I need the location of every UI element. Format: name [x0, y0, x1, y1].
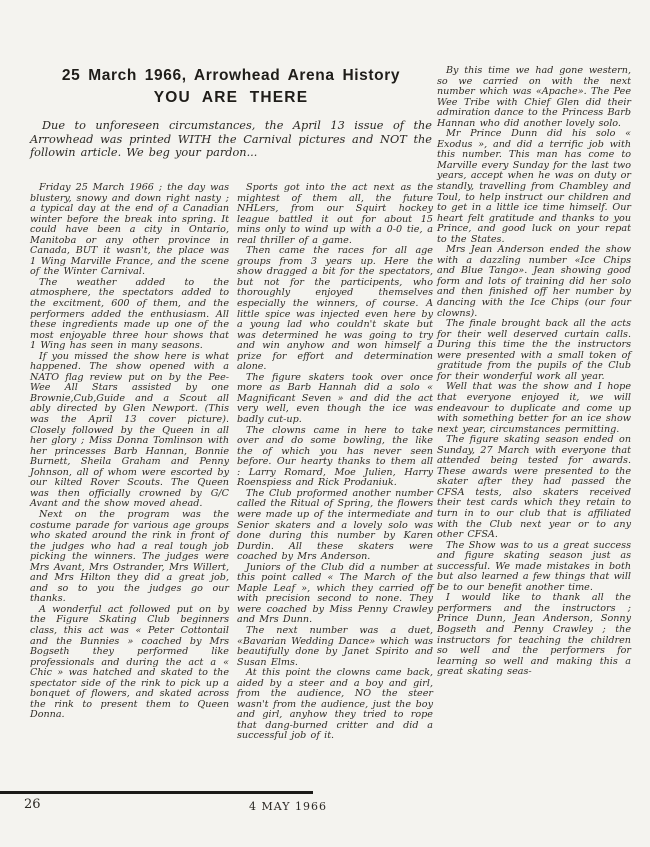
masthead	[30, 66, 432, 108]
article-paragraph: Sports got into the act next as the mightest of them all, the future NHLers, from our Squirt hockey league battled it out for about 15 mins only to wind up with a 0-0 tie, a real thriller of a game.	[237, 182, 433, 246]
article-paragraph: I would like to thank all the performers and the instructors ; Prince Dunn, Jean Anderson, Sonny Bogseth and Penny Crawley ; the instructors for teaching the children so well and the performers for learning so well and making this a great skating seas-	[437, 592, 631, 678]
article-paragraph: A wonderful act followed put on by the Figure Skating Club beginners class, this act was « Peter Cottontail and the Bunnies » coached by Mrs Bogseth they performed like professionals and during the act a « Chic » was hatched and skated to the spectator side of the rink to pick up a bonquet of flowers, and skated across the rink to present them to Queen Donna.	[30, 603, 229, 721]
editor-note: Due to unforeseen circumstances, the April 13 issue of the Arrowhead was printed WITH the Carnival pictures and NOT the followin article. We beg your pardon...	[30, 119, 432, 160]
article-paragraph: The figure skating season ended on Sunday, 27 March with everyone that attended being tested for awards. These awards were presented to the skater after they had passed the CFSA tests, also skaters received their test cards which they retain to turn in to our club that is affiliated with the Club next year or to any other CFSA.	[437, 434, 631, 541]
article-paragraph: Next on the program was the costume parade for various age groups who skated around the rink in front of the judges who had a real tough job picking the winners. The judges were Mrs Avant, Mrs Ostrander, Mrs Willert, and Mrs Hilton they did a great job, and so to you the judges go our thanks.	[30, 508, 229, 605]
article-column-3	[437, 66, 631, 678]
article-paragraph: Well that was the show and I hope that everyone enjoyed it, we will endeavour to duplicate and come up with something better for an ice show next year, circumstances permitting.	[437, 381, 631, 435]
article-paragraph: Then came the races for all age groups from 3 years up. Here the show dragged a bit for the spectators, but not for the participents, who thoroughly enjoyed themselves especially the winners, of course. A little spice was injected even here by a young lad who couldn't skate but was determined he was going to try and win anyhow and won himself a prize for effort and determination alone.	[237, 245, 433, 373]
article-paragraph: The clowns came in here to take over and do some bowling, the like the of which you has never seen before. Our hearty thanks to them all : Larry Romard, Moe Julien, Harry Roenspiess and Rick Prodaniuk.	[237, 424, 433, 489]
article-paragraph: Mr Prince Dunn did his solo « Exodus », and did a terrific job with this number. This man has come to Marville every Sunday for the last two years, accept when he was on duty or standly, travelling from Chambley and Toul, to help instruct our children and to get in a little ice time himself. Our heart felt gratitude and thanks to you Prince, and good luck on your repat to the States.	[437, 128, 631, 245]
issue-date: 4 MAY 1966	[249, 800, 328, 813]
article-paragraph: If you missed the show here is what happened. The show opened with a NATO flag review put on by the Pee-Wee All Stars assisted by one Brownie,Cub,Guide and a Scout all ably directed by Glen Newport. (This was the April 13 cover picture). Closely followed by the Queen in all her glory ; Miss Donna Tomlinson with her princesses Barb Hannan, Bonnie Burnett, Sheila Graham and Penny Johnson, all of whom were escorted by our kilted Rover Scouts. The Queen was then officially crowned by G/C Avant and the show moved ahead.	[30, 350, 229, 510]
article-paragraph: By this time we had gone western, so we carried on with the next number which was «Apache». The Pee Wee Tribe with Chief Glen did their admiration dance to the Princess Barb Hannan who did another lovely solo.	[437, 65, 631, 129]
article-paragraph: The figure skaters took over once more as Barb Hannah did a solo « Magnificant Seven » and did the act very well, even though the ice was badly cut-up.	[237, 371, 433, 426]
article-paragraph: The finale brought back all the acts for their well deserved curtain calls. During this time the the instructors were presented with a small token of gratitude from the pupils of the Club for their wonderful work all year.	[437, 318, 631, 382]
article-paragraph: Mrs Jean Anderson ended the show with a dazzling number «Ice Chips and Blue Tango». Jean showing good form and lots of training did her solo and then finished off her number by dancing with the Ice Chips (our four clowns).	[437, 244, 631, 319]
article-subtitle: YOU ARE THERE	[153, 89, 309, 106]
article-paragraph: The weather added to the atmosphere, the spectators added to the excitment, 600 of them, and the performers added the enthusiasm. All these ingredients made up one of the most enjoyable three hour shows that 1 Wing has seen in many seasons.	[30, 276, 229, 352]
article-paragraph: Juniors of the Club did a number at this point called « The March of the Maple Leaf », which they carried off with precision second to none. They were coached by Miss Penny Crawley and Mrs Dunn.	[237, 561, 433, 626]
article-column-2	[237, 183, 433, 742]
article-title: 25 March 1966, Arrowhead Arena History	[61, 67, 401, 84]
article-paragraph: At this point the clowns came back, aided by a steer and a boy and girl, from the audience, NO the steer wasn't from the audience, just the boy and girl, anyhow they tried to rope that dang-burned critter and did a successful job of it.	[237, 667, 433, 742]
article-paragraph: The Show was to us a great success and figure skating season just as successful. We made mistakes in both but also learned a few things that will be to our benefit another time.	[437, 539, 631, 593]
article-paragraph: Friday 25 March 1966 ; the day was blustery, snowy and down right nasty ; a typical day at the end of a Canadian winter before the break into spring. It could have been a city in Ontario, Manitoba or any other province in Canada, BUT it wasn't, the place was 1 Wing Marville France, and the scene of the Winter Carnival.	[30, 182, 229, 278]
article-column-1	[30, 183, 229, 721]
article-paragraph: The next number was a duet, «Bavarian Wedding Dance» which was beautifully done by Janet Spirito and Susan Elms.	[237, 624, 433, 668]
footer-rule	[0, 791, 313, 794]
article-paragraph: The Club proformed another number called the Ritual of Spring, the flowers were made up of the intermediate and Senior skaters and a lovely solo was done during this number by Karen Durdin. All these skaters were coached by Mrs Anderson.	[237, 487, 433, 563]
page-number: 26	[24, 797, 41, 812]
